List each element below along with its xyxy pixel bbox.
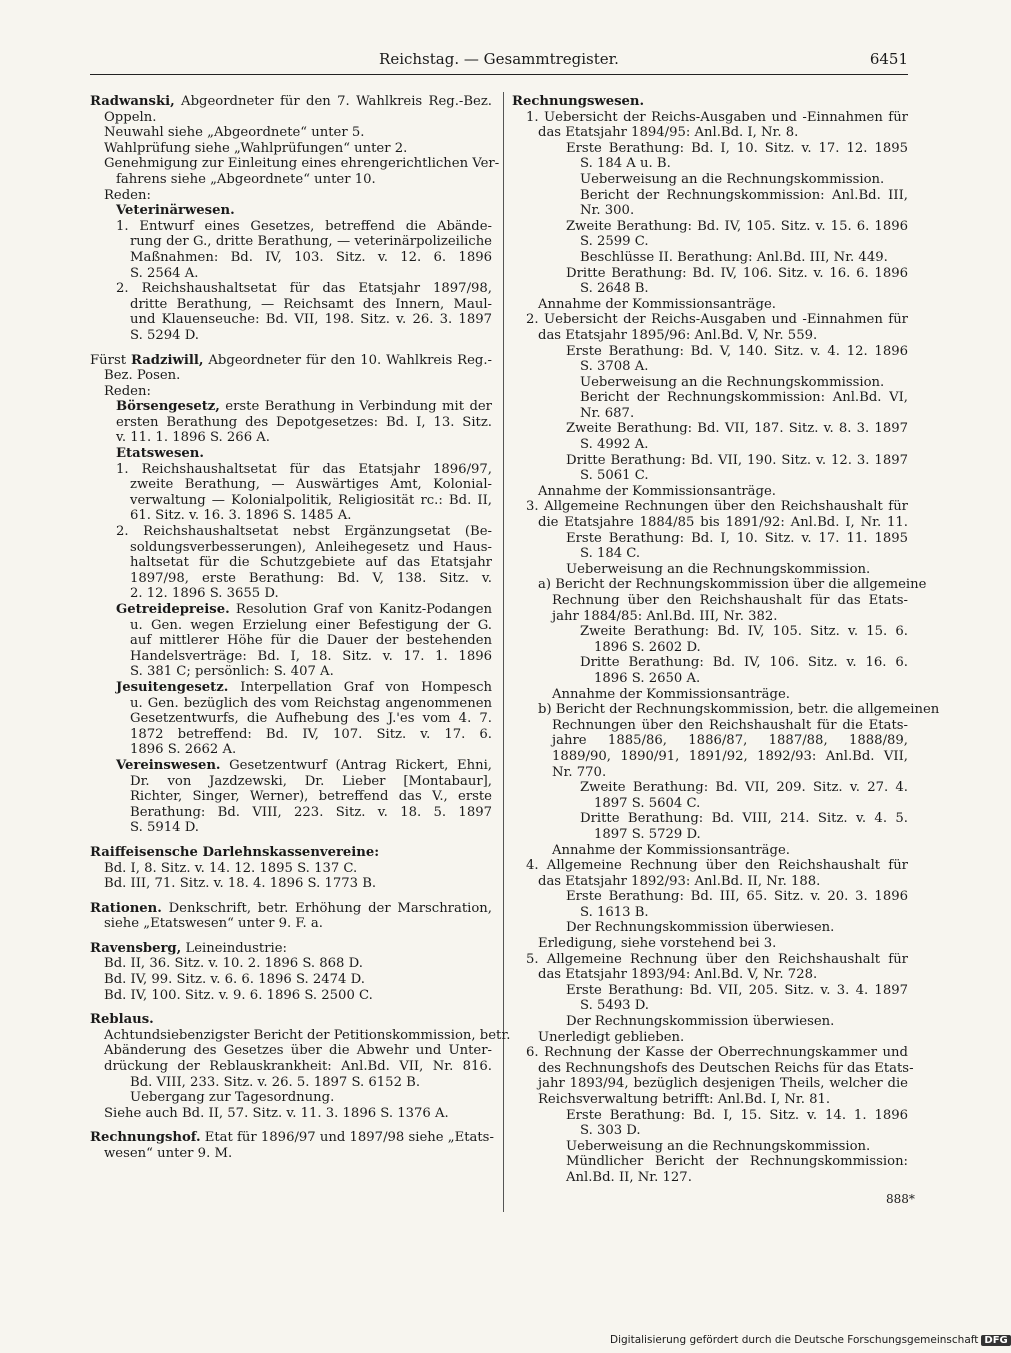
index-line: Neuwahl siehe „Abgeordnete“ unter 5. [104, 125, 365, 141]
index-line: 1896 S. 2662 A. [130, 742, 237, 758]
index-line: 61. Sitz. v. 16. 3. 1896 S. 1485 A. [130, 508, 352, 524]
index-line: Bd. II, 36. Sitz. v. 10. 2. 1896 S. 868 D. [104, 956, 363, 972]
index-line: Börsengesetz, erste Berathung in Verbindung mit der [116, 399, 492, 415]
index-line: S. 5914 D. [130, 820, 199, 836]
index-line: Oppeln. [104, 109, 157, 125]
index-line: Radwanski, Abgeordneter für den 7. Wahlkreis Reg.-Bez. [90, 94, 492, 109]
index-line: verwaltung — Kolonialpolitik, Religiosität rc.: Bd. II, [130, 492, 492, 508]
footer-credit [610, 1334, 1011, 1346]
column-divider [503, 92, 504, 1212]
index-line: Vereinswesen. Gesetzentwurf (Antrag Rickert, Ehni, [116, 757, 492, 773]
index-line: Ueberweisung an die Rechnungskommission. [580, 374, 885, 390]
index-line: ersten Berathung des Depotgesetzes: Bd. I, 13. Sitz. [116, 414, 492, 430]
index-line: 2. Reichshaushaltsetat für das Etatsjahr 1897/98, [116, 281, 492, 297]
index-line: Beschlüsse II. Berathung: Anl.Bd. III, Nr. 449. [580, 249, 888, 265]
index-line: Dr. von Jazdzewski, Dr. Lieber [Montabaur], [130, 773, 492, 789]
index-line: Ueberweisung an die Rechnungskommission. [566, 1138, 871, 1154]
index-line: Uebergang zur Tagesordnung. [130, 1090, 335, 1106]
index-line: haltsetat für die Schutzgebiete auf das Etatsjahr [130, 555, 492, 571]
index-line: Bd. IV, 100. Sitz. v. 9. 6. 1896 S. 2500 C. [104, 987, 373, 1003]
index-line: 1896 S. 2650 A. [594, 670, 701, 686]
index-line: das Etatsjahr 1893/94: Anl.Bd. V, Nr. 728. [538, 967, 818, 983]
index-line: Zweite Berathung: Bd. IV, 105. Sitz. v. 15. 6. 1896 [566, 218, 908, 234]
header-rule [90, 74, 908, 75]
index-line: Mündlicher Bericht der Rechnungskommission: [566, 1154, 908, 1170]
index-line: das Etatsjahr 1892/93: Anl.Bd. II, Nr. 188. [538, 873, 821, 889]
index-line: Rechnung über den Reichshaushalt für das Etats- [552, 593, 908, 608]
index-line: siehe „Etatswesen“ unter 9. F. a. [104, 916, 323, 932]
index-line: Ueberweisung an die Rechnungskommission. [566, 561, 871, 577]
index-line: Genehmigung zur Einleitung eines ehrengerichtlichen Ver- [104, 156, 500, 172]
index-line: Bez. Posen. [104, 368, 181, 384]
index-line: Unerledigt geblieben. [538, 1029, 685, 1045]
index-line: S. 184 A u. B. [580, 156, 671, 172]
index-line: Wahlprüfung siehe „Wahlprüfungen“ unter 2. [104, 140, 408, 156]
index-line: S. 2599 C. [580, 234, 649, 250]
index-line: Erste Berathung: Bd. V, 140. Sitz. v. 4. 12. 1896 [566, 343, 908, 359]
index-line: Annahme der Kommissionsanträge. [538, 483, 776, 499]
index-line: Erste Berathung: Bd. III, 65. Sitz. v. 20. 3. 1896 [566, 889, 908, 905]
index-line: 3. Allgemeine Rechnungen über den Reichshaushalt für [526, 499, 908, 515]
index-line: Achtundsiebenzigster Bericht der Petitionskommission, betr. [104, 1027, 511, 1043]
index-line: 1896 S. 2602 D. [594, 639, 701, 655]
index-line: S. 2648 B. [580, 281, 649, 297]
footer-credit-text: Digitalisierung gefördert durch die Deutsche Forschungsgemeinschaft [610, 1334, 979, 1346]
index-line: Siehe auch Bd. II, 57. Sitz. v. 11. 3. 1896 S. 1376 A. [104, 1105, 449, 1121]
index-line: soldungsverbesserungen), Anleihegesetz und Haus- [130, 539, 492, 555]
index-line: des Rechnungshofs des Deutschen Reichs für das Etats- [538, 1060, 914, 1076]
index-line: 1897 S. 5604 C. [594, 795, 701, 811]
index-line: u. Gen. bezüglich des vom Reichstag angenommenen [130, 695, 492, 711]
index-line: fahrens siehe „Abgeordnete“ unter 10. [116, 171, 376, 187]
index-line: Reden: [104, 383, 151, 399]
index-line: 2. Reichshaushaltsetat nebst Ergänzungsetat (Be- [116, 524, 492, 540]
index-line: 1897/98, erste Berathung: Bd. V, 138. Sitz. v. [130, 570, 492, 586]
index-line: 1. Reichshaushaltsetat für das Etatsjahr 1896/97, [116, 461, 492, 477]
index-line: Rationen. Denkschrift, betr. Erhöhung der Marschration, [90, 900, 492, 916]
index-line: Bericht der Rechnungskommission: Anl.Bd. VI, [580, 390, 908, 406]
index-line: 2. Uebersicht der Reichs-Ausgaben und -Einnahmen für [526, 312, 908, 328]
index-line: Zweite Berathung: Bd. VII, 209. Sitz. v. 27. 4. [580, 780, 908, 796]
index-line: Veterinärwesen. [116, 203, 235, 219]
index-line: zweite Berathung, — Auswärtiges Amt, Kolonial- [130, 477, 492, 493]
index-line: S. 2564 A. [130, 265, 199, 281]
index-line: Ueberweisung an die Rechnungskommission. [580, 171, 885, 187]
index-line: 1872 betreffend: Bd. IV, 107. Sitz. v. 17. 6. [130, 726, 492, 742]
index-line: Erste Berathung: Bd. I, 10. Sitz. v. 17. 11. 1895 [566, 530, 908, 546]
index-line: dritte Berathung, — Reichsamt des Innern, Maul- [130, 296, 492, 312]
index-line: das Etatsjahr 1894/95: Anl.Bd. I, Nr. 8. [538, 125, 799, 141]
index-line: S. 1613 B. [580, 904, 649, 920]
page-header [90, 50, 908, 72]
index-line: Etatswesen. [116, 446, 204, 462]
index-line: Rechnungen über den Reichshaushalt für die Etats- [552, 717, 908, 733]
index-line: Nr. 300. [580, 203, 635, 219]
index-line: Anl.Bd. II, Nr. 127. [566, 1169, 692, 1185]
index-line: 1. Uebersicht der Reichs-Ausgaben und -Einnahmen für [526, 109, 908, 125]
index-line: 1. Entwurf eines Gesetzes, betreffend die Abände- [116, 218, 492, 234]
index-line: Dritte Berathung: Bd. IV, 106. Sitz. v. 16. 6. 1896 [566, 265, 908, 281]
index-line: Rechnungswesen. [512, 94, 645, 109]
index-line: Berathung: Bd. VIII, 223. Sitz. v. 18. 5. 1897 [130, 804, 492, 820]
index-line: b) Bericht der Rechnungskommission, betr. die allgemeinen [538, 702, 940, 718]
index-line: 4. Allgemeine Rechnung über den Reichshaushalt für [526, 858, 908, 874]
index-line: Fürst Radziwill, Abgeordneter für den 10. Wahlkreis Reg.- [90, 352, 492, 368]
index-line: Maßnahmen: Bd. IV, 103. Sitz. v. 12. 6. 1896 [130, 249, 492, 265]
index-line: rung der G., dritte Berathung, — veterinärpolizeiliche [130, 234, 492, 250]
left-column [90, 94, 511, 1162]
index-line: Erste Berathung: Bd. VII, 205. Sitz. v. 3. 4. 1897 [566, 982, 908, 998]
index-line: 6. Rechnung der Kasse der Oberrechnungskammer und [526, 1045, 908, 1061]
index-line: Jesuitengesetz. Interpellation Graf von Hompesch [116, 679, 492, 695]
index-line: Dritte Berathung: Bd. VIII, 214. Sitz. v. 4. 5. [580, 811, 908, 827]
index-line: Bericht der Rechnungskommission: Anl.Bd. III, [580, 187, 908, 203]
index-line: Reichsverwaltung betrifft: Anl.Bd. I, Nr. 81. [538, 1092, 831, 1107]
index-line: Raiffeisensche Darlehnskassenvereine: [90, 844, 380, 860]
index-line: drückung der Reblauskrankheit: Anl.Bd. VII, Nr. 816. [104, 1059, 492, 1075]
index-line: jahr 1884/85: Anl.Bd. III, Nr. 382. [552, 608, 778, 624]
index-line: Handelsverträge: Bd. I, 18. Sitz. v. 17. 1. 1896 [130, 648, 492, 664]
index-line: Ravensberg, Leineindustrie: [90, 940, 288, 956]
running-title: Reichstag. — Gesammtregister. [379, 50, 619, 68]
dfg-logo: DFG [981, 1335, 1010, 1346]
index-line: Getreidepreise. Resolution Graf von Kanitz-Podangen [116, 602, 492, 617]
index-line: S. 5493 D. [580, 998, 649, 1014]
index-line: wesen“ unter 9. M. [104, 1146, 233, 1161]
index-line: Richter, Singer, Werner), betreffend das V., erste [130, 789, 492, 805]
index-line: Dritte Berathung: Bd. VII, 190. Sitz. v. 12. 3. 1897 [566, 452, 908, 468]
index-line: S. 184 C. [580, 546, 641, 562]
index-line: Bd. IV, 99. Sitz. v. 6. 6. 1896 S. 2474 D. [104, 972, 365, 988]
index-line: 1897 S. 5729 D. [594, 826, 701, 842]
index-line: 2. 12. 1896 S. 3655 D. [130, 586, 279, 602]
index-line: die Etatsjahre 1884/85 bis 1891/92: Anl.Bd. I, Nr. 11. [538, 515, 908, 531]
index-line: Gesetzentwurfs, die Aufhebung des J.'es vom 4. 7. [130, 711, 492, 727]
index-line: S. 381 C; persönlich: S. 407 A. [130, 664, 334, 680]
index-line: Abänderung des Gesetzes über die Abwehr und Unter- [104, 1043, 492, 1059]
index-line: Reden: [104, 187, 151, 203]
index-line: Zweite Berathung: Bd. IV, 105. Sitz. v. 15. 6. [580, 624, 908, 640]
index-line: jahre 1885/86, 1886/87, 1887/88, 1888/89, [552, 733, 908, 749]
index-line: Annahme der Kommissionsanträge. [552, 686, 790, 702]
index-line: Nr. 770. [552, 764, 607, 780]
index-line: Annahme der Kommissionsanträge. [552, 842, 790, 858]
index-line: S. 5294 D. [130, 327, 199, 343]
index-line: Dritte Berathung: Bd. IV, 106. Sitz. v. 16. 6. [580, 655, 908, 671]
index-line: Der Rechnungskommission überwiesen. [566, 1014, 835, 1030]
right-column [512, 94, 940, 1186]
index-line: Annahme der Kommissionsanträge. [538, 296, 776, 312]
index-line: Bd. III, 71. Sitz. v. 18. 4. 1896 S. 1773 B. [104, 876, 377, 892]
index-line: Rechnungshof. Etat für 1896/97 und 1897/98 siehe „Etats- [90, 1130, 494, 1146]
index-line: Reblaus. [90, 1012, 154, 1028]
index-line: a) Bericht der Rechnungskommission über die allgemeine [538, 577, 927, 593]
index-line: Erledigung, siehe vorstehend bei 3. [538, 936, 777, 952]
index-line: S. 4992 A. [580, 437, 649, 453]
index-line: Zweite Berathung: Bd. VII, 187. Sitz. v. 8. 3. 1897 [566, 421, 908, 437]
index-line: auf mittlerer Höhe für die Dauer der bestehenden [130, 633, 492, 649]
index-line: S. 303 D. [580, 1123, 641, 1139]
index-line: jahr 1893/94, bezüglich desjenigen Theils, welcher die [538, 1076, 908, 1092]
index-line: das Etatsjahr 1895/96: Anl.Bd. V, Nr. 559. [538, 327, 818, 343]
index-line: Der Rechnungskommission überwiesen. [566, 920, 835, 936]
index-line: Nr. 687. [580, 405, 635, 421]
index-line: 5. Allgemeine Rechnung über den Reichshaushalt für [526, 951, 908, 967]
signature-mark: 888* [886, 1192, 915, 1206]
index-line: Bd. VIII, 233. Sitz. v. 26. 5. 1897 S. 6152 B. [130, 1074, 421, 1090]
index-line: S. 3708 A. [580, 359, 649, 375]
index-line: 1889/90, 1890/91, 1891/92, 1892/93: Anl.Bd. VII, [552, 748, 908, 764]
index-line: u. Gen. wegen Erzielung einer Befestigung der G. [130, 617, 492, 633]
index-line: Erste Berathung: Bd. I, 10. Sitz. v. 17. 12. 1895 [566, 140, 908, 156]
page-number: 6451 [869, 50, 908, 68]
index-line: Erste Berathung: Bd. I, 15. Sitz. v. 14. 1. 1896 [566, 1107, 908, 1123]
index-line: S. 5061 C. [580, 468, 649, 484]
index-line: v. 11. 1. 1896 S. 266 A. [116, 430, 270, 446]
index-line: Bd. I, 8. Sitz. v. 14. 12. 1895 S. 137 C. [104, 860, 358, 876]
index-line: und Klauenseuche: Bd. VII, 198. Sitz. v. 26. 3. 1897 [130, 312, 492, 328]
